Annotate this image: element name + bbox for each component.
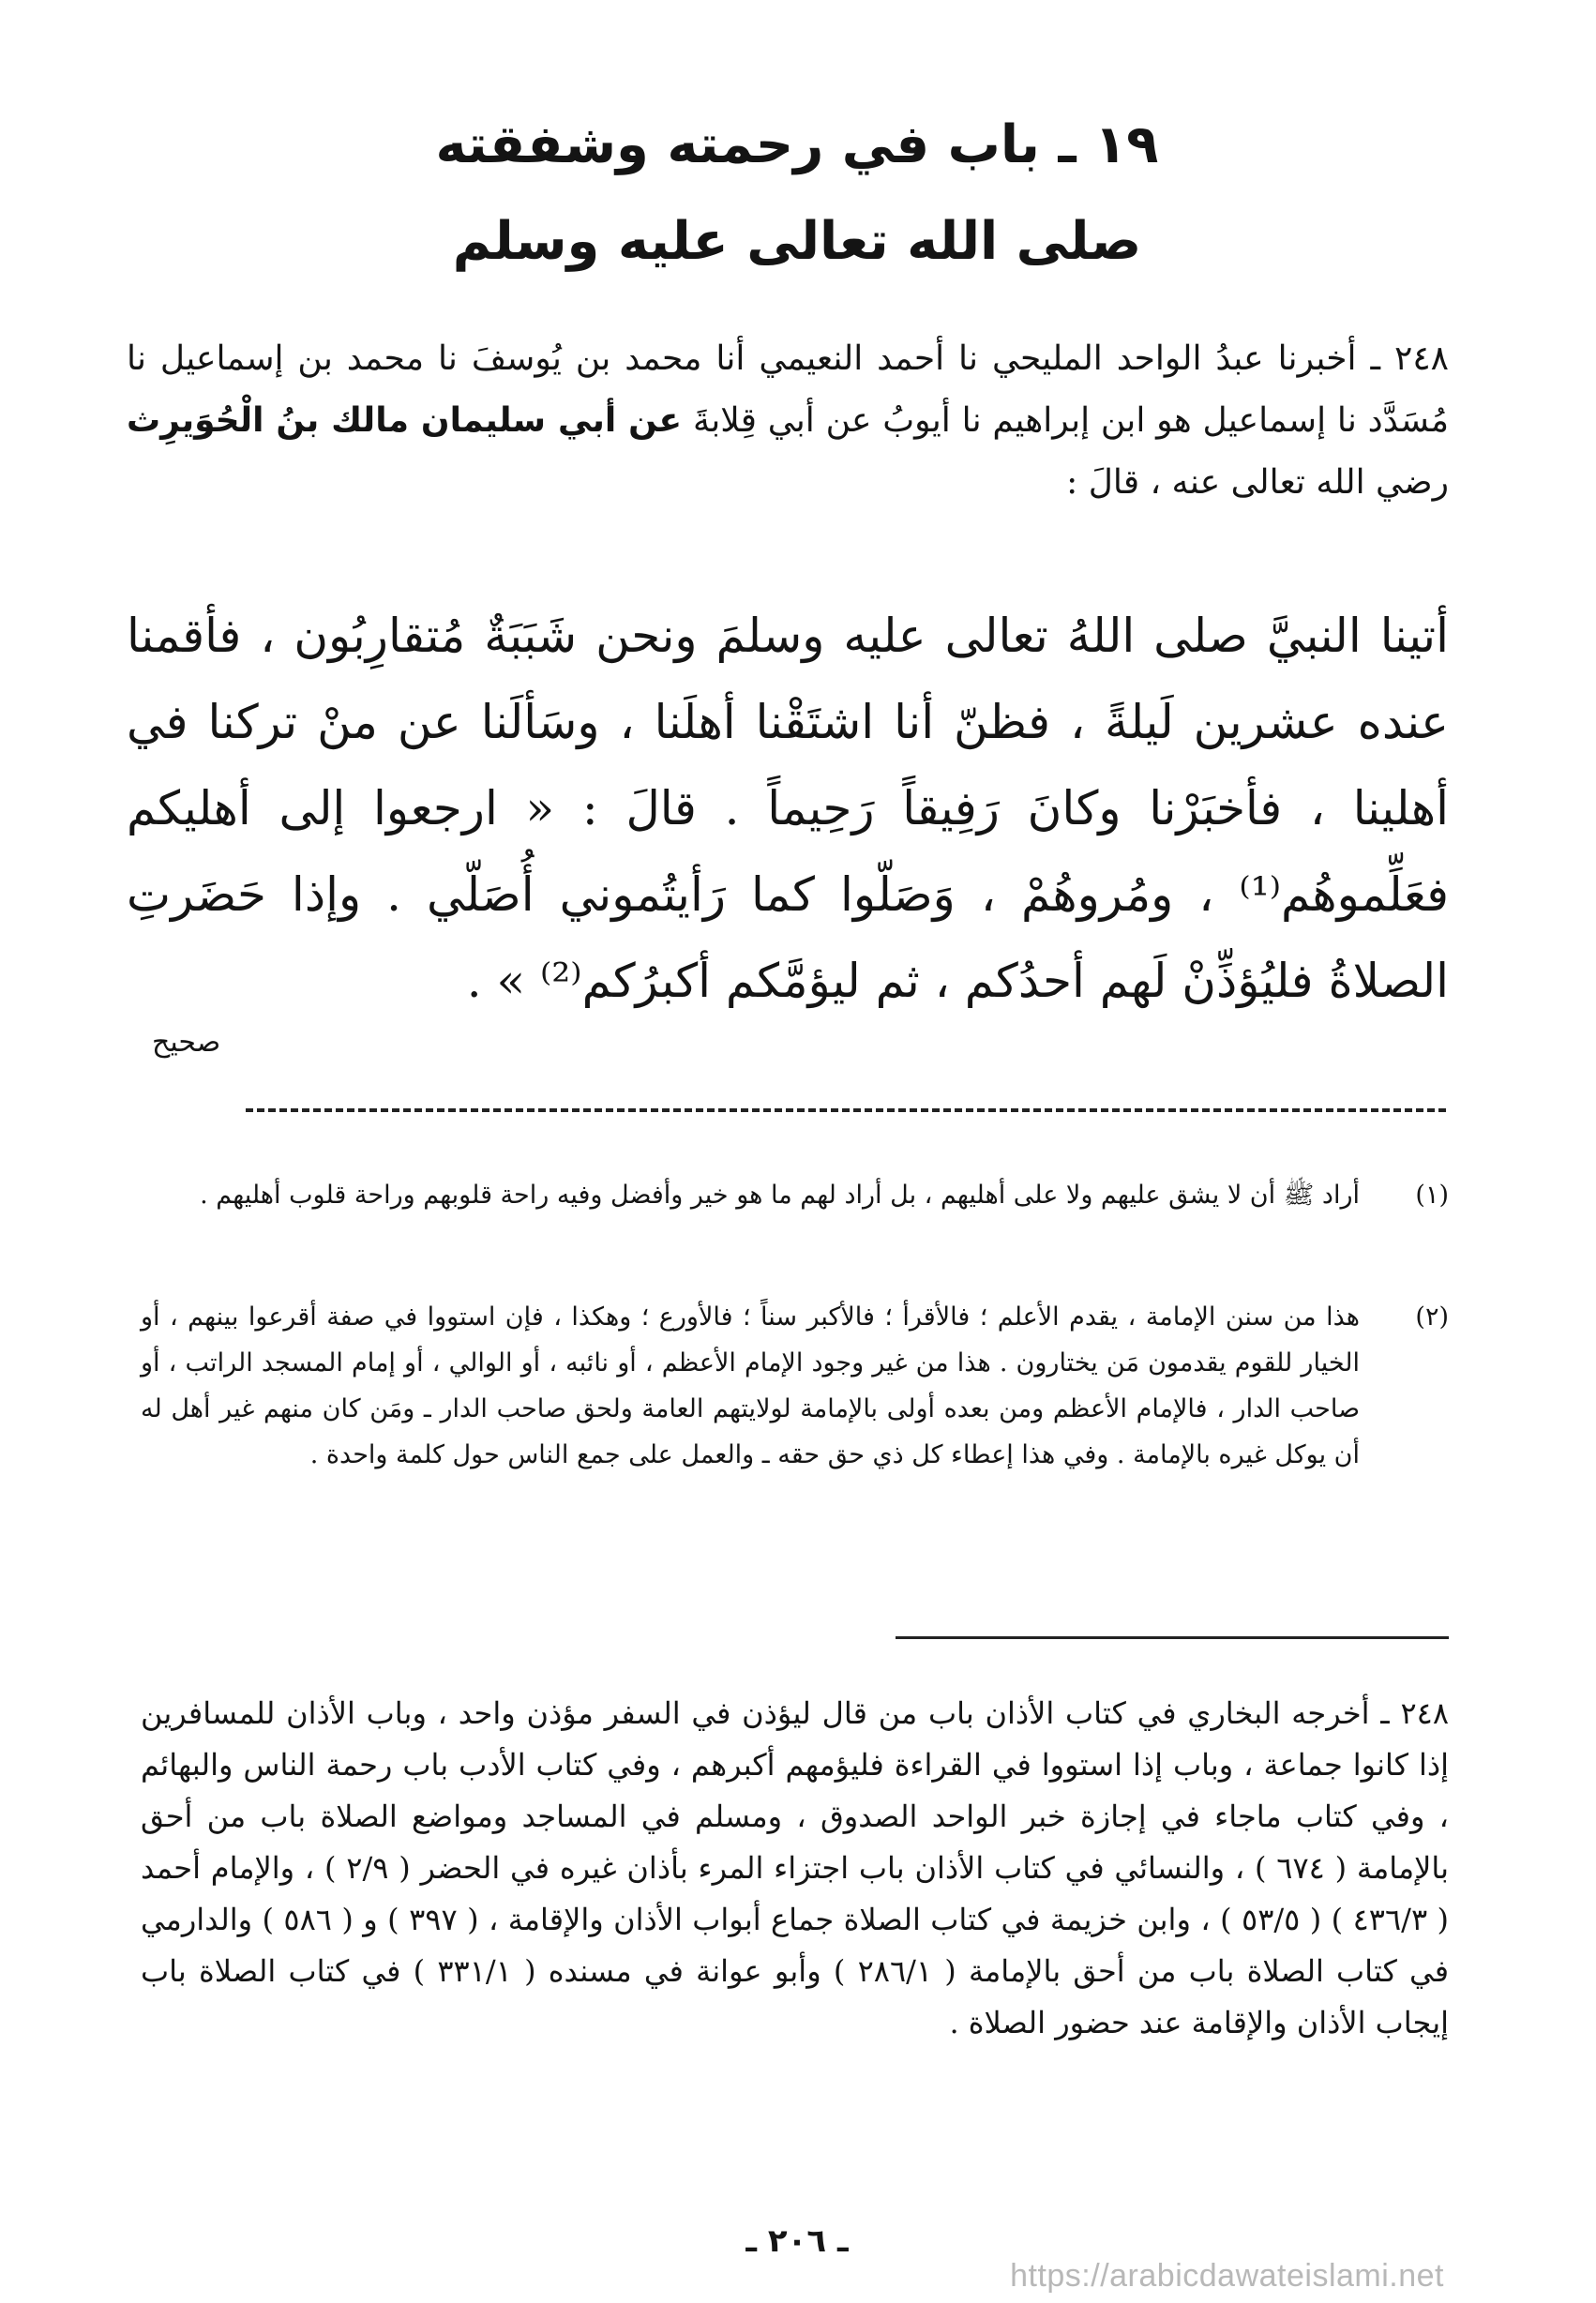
hadith-isnad <box>127 328 1449 514</box>
footnote-text: هذا من سنن الإمامة ، يقدم الأعلم ؛ فالأقرأ ؛ فالأكبر سناً ؛ فالأورع ؛ وهكذا ، فإن استووا في صفة أقرعوا بينهم ، أو الخيار للقوم يقدمون مَن يختارون . هذا من غير وجود الإمام الأعظم ، أو نائبه ، أو الوالي ، أو إمام المسجد الراتب ، أو صاحب الدار ، فالإمام الأعظم ومن بعده أولى بالإمامة لولايتهم العامة ولحق صاحب الدار ـ ومَن كان منهم غير أهل له أن يوكل غيره بالإمامة . وفي هذا إعطاء كل ذي حق حقه ـ والعمل على جمع الناس حول كلمة واحدة . <box>141 1302 1360 1469</box>
isnad-chain: ٢٤٨ ـ أخبرنا عبدُ الواحد المليحي نا أحمد النعيمي أنا محمد بن يُوسفَ نا محمد بن إسماعيل نا مُسَدَّد نا إسماعيل هو ابن إبراهيم نا أيوبُ عن أبي قِلابةَ <box>127 339 1449 440</box>
isnad-ending: رضي الله تعالى عنه ، قالَ : <box>1066 463 1449 502</box>
footnote-divider <box>246 1108 1446 1112</box>
page-number: ـ ٢٠٦ ـ <box>745 2222 849 2260</box>
footnote-text: أراد ﷺ أن لا يشق عليهم ولا على أهليهم ، بل أراد لهم ما هو خير وأفضل وفيه راحة قلوبهم وراحة قلوب أهليهم . <box>200 1181 1360 1210</box>
hadith-grade: صحيح <box>152 1026 221 1059</box>
footnote-number: (٢) <box>1415 1302 1449 1332</box>
footnote <box>141 1294 1449 1478</box>
footnote <box>141 1172 1449 1218</box>
takhrij-divider <box>896 1636 1449 1639</box>
hadith-matn: أتينا النبيَّ صلى اللهُ تعالى عليه وسلمَ ونحن شَبَبَةٌ مُتقارِبُون ، فأقمنا عنده عشرين لَيلةً ، فظنّ أنا اشتَقْنا أهلَنا ، وسَألَنا عن منْ تركنا في أهلينا ، فأخبَرْنا وكانَ رَفِيقاً رَحِيماً . قالَ : « ارجعوا إلى أهليكم فعَلِّموهُم⁽¹⁾ ، ومُروهُمْ ، وَصَلّوا كما رَأيتُموني أُصَلّي . وإذا حَضَرتِ الصلاةُ فليُؤذِّنْ لَهم أحدُكم ، ثم ليؤمَّكم أكبرُكم⁽²⁾ » . <box>127 609 1449 1008</box>
isnad-narrator: عن أبي سليمان مالك بنُ الْحُوَيرِث <box>127 401 683 440</box>
chapter-title-salutation: صلى الله تعالى عليه وسلم <box>452 211 1142 272</box>
chapter-title: ١٩ ـ باب في رحمته وشفقته <box>435 114 1159 175</box>
watermark-url: https://arabicdawateislami.net <box>1010 2258 1444 2294</box>
footnote-number: (١) <box>1415 1181 1449 1210</box>
takhrij-text: ٢٤٨ ـ أخرجه البخاري في كتاب الأذان باب من قال ليؤذن في السفر مؤذن واحد ، وباب الأذان للمسافرين إذا كانوا جماعة ، وباب إذا استووا في القراءة فليؤمهم أكبرهم ، وفي كتاب الأدب باب رحمة الناس والبهائم ، وفي كتاب ماجاء في إجازة خبر الواحد الصدوق ، ومسلم في المساجد ومواضع الصلاة باب من أحق بالإمامة ( ٦٧٤ ) ، والنسائي في كتاب الأذان باب اجتزاء المرء بأذان غيره في الحضر ( ٢/٩ ) ، والإمام أحمد ( ٤٣٦/٣ ) ( ٥٣/٥ ) ، وابن خزيمة في كتاب الصلاة جماع أبواب الأذان والإقامة ، ( ٣٩٧ ) و ( ٥٨٦ ) والدارمي في كتاب الصلاة باب من أحق بالإمامة ( ٢٨٦/١ ) وأبو عوانة في مسنده ( ٣٣١/١ ) في كتاب الصلاة باب إيجاب الأذان والإقامة عند حضور الصلاة . <box>141 1695 1450 2040</box>
